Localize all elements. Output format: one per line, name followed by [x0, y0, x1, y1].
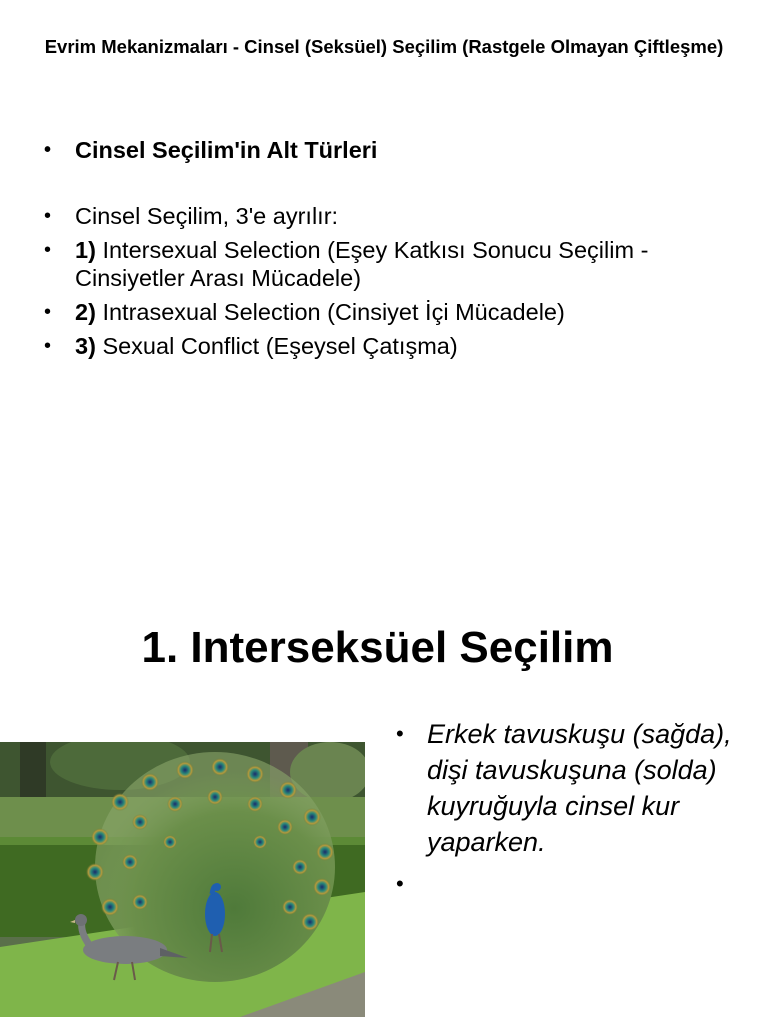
slide-2-title: 1. Interseksüel Seçilim	[141, 623, 614, 672]
item-text: Sexual Conflict (Eşeysel Çatışma)	[102, 333, 458, 359]
item-number: 1)	[75, 237, 96, 263]
heading-bullet	[44, 136, 724, 164]
photo-caption: Erkek tavuskuşu (sağda), dişi tavuskuşuna (solda) kuyruğuyla cinsel kur yaparken.	[427, 719, 732, 857]
list-item-2	[44, 298, 724, 326]
bullet-icon: •	[44, 301, 52, 323]
peacock-photo	[0, 742, 365, 1017]
bullet-icon: •	[44, 335, 52, 357]
slide-2	[0, 512, 768, 1024]
item-number: 2)	[75, 299, 96, 325]
item-number: 3)	[75, 333, 96, 359]
peacock-image-icon	[0, 742, 365, 1017]
list-item-1	[44, 236, 724, 292]
list-item-intro	[44, 202, 724, 230]
bullet-icon: •	[44, 239, 52, 261]
caption-list	[396, 716, 736, 902]
item-text: Intrasexual Selection (Cinsiyet İçi Mücadele)	[102, 299, 565, 325]
selection-type-list	[44, 202, 724, 366]
bullet-icon: •	[44, 139, 52, 161]
list-item-3	[44, 332, 724, 360]
bullet-icon: •	[396, 721, 404, 746]
section-heading: Cinsel Seçilim'in Alt Türleri	[75, 137, 378, 163]
bullet-icon: •	[396, 871, 404, 896]
intro-text: Cinsel Seçilim, 3'e ayrılır:	[75, 203, 339, 229]
slide-1-title: Evrim Mekanizmaları - Cinsel (Seksüel) Seçilim (Rastgele Olmayan Çiftleşme)	[44, 36, 724, 57]
item-text: Intersexual Selection (Eşey Katkısı Sonucu Seçilim - Cinsiyetler Arası Mücadele)	[75, 237, 649, 291]
caption-bullet	[396, 716, 736, 860]
heading-list	[44, 136, 724, 164]
empty-bullet	[396, 866, 736, 902]
bullet-icon: •	[44, 205, 52, 227]
